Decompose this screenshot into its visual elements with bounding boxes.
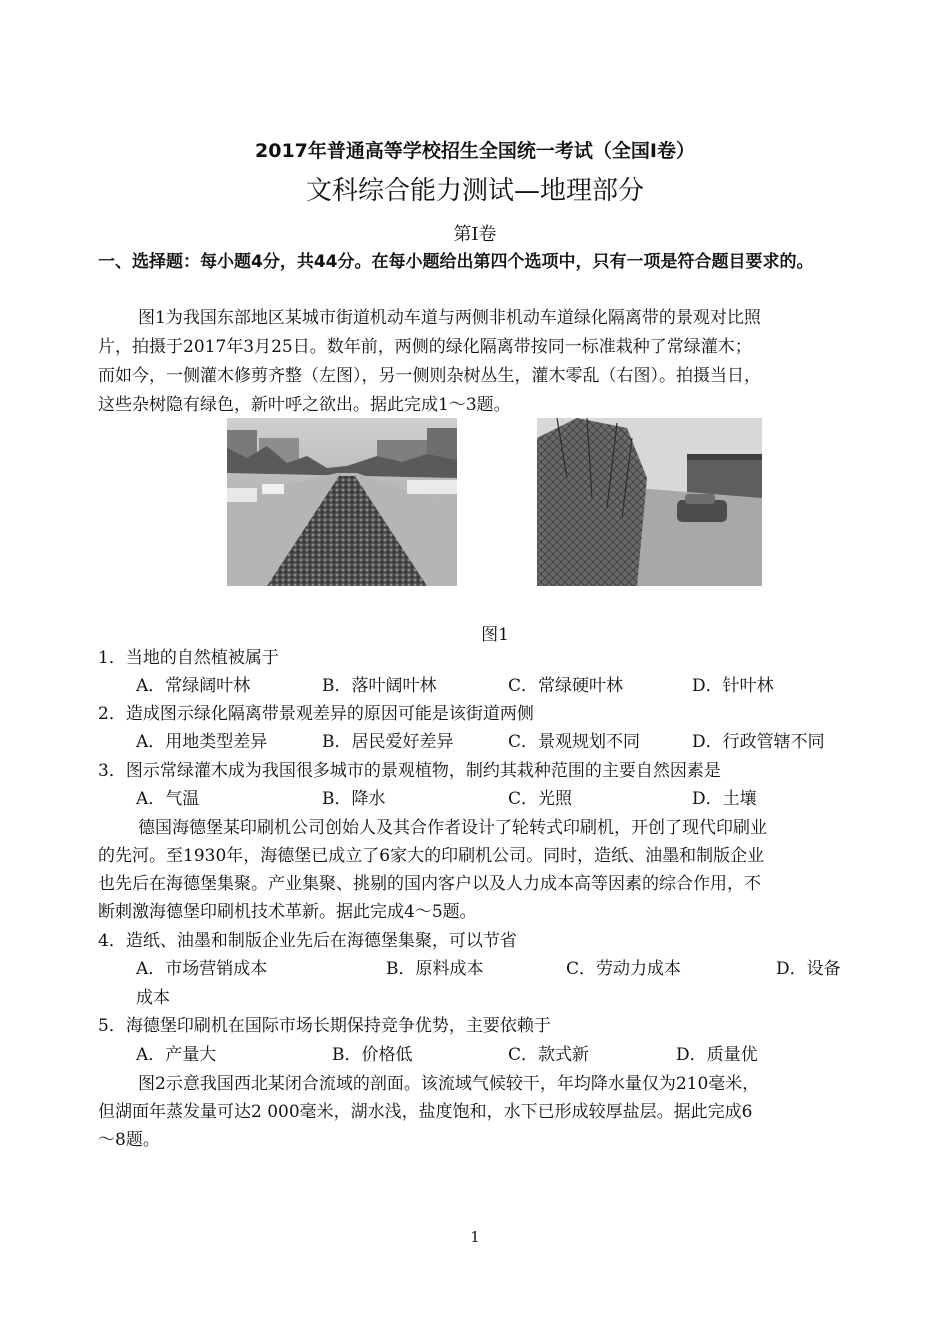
passage-1-line: 而如今，一侧灌木修剪齐整（左图），另一侧则杂树丛生，灌木零乱（右图）。拍摄当日， xyxy=(98,366,761,386)
passage-3-line: 但湖面年蒸发量可达2 000毫米，湖水浅，盐度饱和，水下已形成较厚盐层。据此完成6 xyxy=(98,1102,753,1122)
option-b: B．居民爱好差异 xyxy=(322,732,454,752)
option-b: B．降水 xyxy=(322,789,386,809)
page-number: 1 xyxy=(470,1228,480,1246)
passage-2-line: 断刺激海德堡印刷机技术革新。据此完成4～5题。 xyxy=(98,902,477,922)
option-b: B．价格低 xyxy=(332,1045,413,1065)
question-5-stem: 5．海德堡印刷机在国际市场长期保持竞争优势，主要依赖于 xyxy=(98,1016,551,1036)
option-d: D．针叶林 xyxy=(692,676,774,696)
option-c: C．常绿硬叶林 xyxy=(508,676,624,696)
option-c: C．光照 xyxy=(508,789,573,809)
passage-3-line: 图2示意我国西北某闭合流域的剖面。该流域气候较干，年均降水量仅为210毫米， xyxy=(138,1074,760,1094)
volume-label: 第Ⅰ卷 xyxy=(453,224,497,245)
question-3-stem: 3．图示常绿灌木成为我国很多城市的景观植物，制约其栽种范围的主要自然因素是 xyxy=(98,761,721,781)
trimmed-hedge-street-photo xyxy=(227,418,457,586)
option-d-continuation: 成本 xyxy=(136,988,170,1008)
question-4-options xyxy=(136,956,860,983)
option-a: A．用地类型差异 xyxy=(136,732,268,752)
overgrown-hedge-photo-image xyxy=(537,418,762,586)
passage-1-line: 这些杂树隐有绿色，新叶呼之欲出。据此完成1～3题。 xyxy=(98,395,511,415)
option-b: B．原料成本 xyxy=(386,959,484,979)
passage-1-line: 图1为我国东部地区某城市街道机动车道与两侧非机动车道绿化隔离带的景观对比照 xyxy=(138,308,761,328)
option-b: B．落叶阔叶林 xyxy=(322,676,437,696)
question-2-stem: 2．造成图示绿化隔离带景观差异的原因可能是该街道两侧 xyxy=(98,704,534,724)
option-a: A．市场营销成本 xyxy=(136,959,268,979)
passage-2-line: 的先河。至1930年，海德堡已成立了6家大的印刷机公司。同时，造纸、油墨和制版企业 xyxy=(98,846,765,866)
figure-1-caption: 图1 xyxy=(481,625,509,645)
passage-1-line: 片，拍摄于2017年3月25日。数年前，两侧的绿化隔离带按同一标准栽种了常绿灌木； xyxy=(98,337,752,357)
overgrown-hedge-street-photo xyxy=(537,418,762,586)
option-d: D．土壤 xyxy=(692,789,757,809)
option-c: C．款式新 xyxy=(508,1045,590,1065)
question-4-option-wrap xyxy=(136,985,860,1012)
option-c: C．景观规划不同 xyxy=(508,732,641,752)
section-heading: 一、选择题：每小题4分，共44分。在每小题给出第四个选项中，只有一项是符合题目要求的。 xyxy=(98,252,814,272)
question-1-options xyxy=(136,673,860,700)
option-d: D．质量优 xyxy=(676,1045,758,1065)
question-2-options xyxy=(136,729,860,756)
passage-2-line: 也先后在海德堡集聚。产业集聚、挑剔的国内客户以及人力成本高等因素的综合作用，不 xyxy=(98,874,761,894)
question-3-options xyxy=(136,786,860,813)
subject-title: 文科综合能力测试—地理部分 xyxy=(305,176,644,206)
option-d: D．设备 xyxy=(776,959,841,979)
trimmed-hedge-photo-image xyxy=(227,418,457,586)
passage-3-line: ～8题。 xyxy=(98,1130,160,1150)
passage-2-line: 德国海德堡某印刷机公司创始人及其合作者设计了轮转式印刷机，开创了现代印刷业 xyxy=(138,818,767,838)
option-a: A．常绿阔叶林 xyxy=(136,676,251,696)
option-a: A．气温 xyxy=(136,789,200,809)
exam-title: 2017年普通高等学校招生全国统一考试（全国Ⅰ卷） xyxy=(255,140,695,162)
question-5-options xyxy=(136,1042,860,1069)
question-4-stem: 4．造纸、油墨和制版企业先后在海德堡集聚，可以节省 xyxy=(98,931,517,951)
option-d: D．行政管辖不同 xyxy=(692,732,825,752)
question-1-stem: 1．当地的自然植被属于 xyxy=(98,648,279,668)
option-a: A．产量大 xyxy=(136,1045,217,1065)
option-c: C．劳动力成本 xyxy=(566,959,682,979)
